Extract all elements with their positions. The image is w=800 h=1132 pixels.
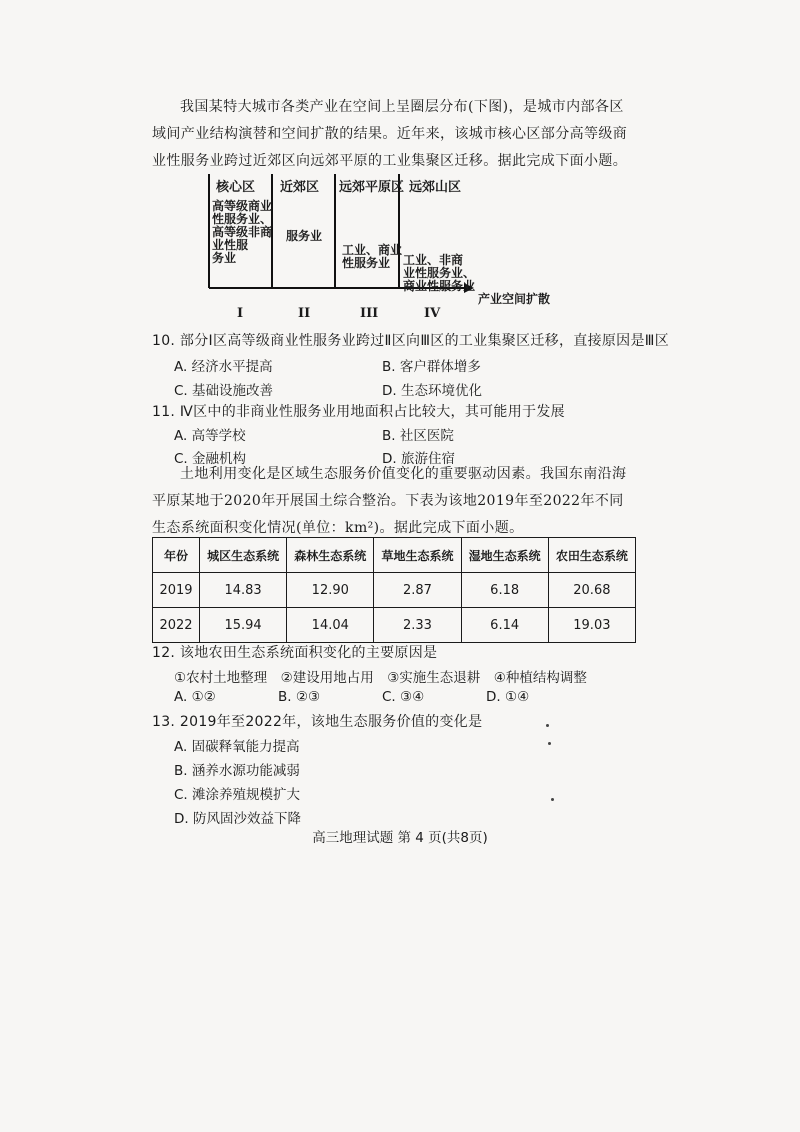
zone-roman-4: IV: [424, 306, 441, 321]
zone-content-outer-plain: 工业、商业 性服务业: [342, 243, 403, 270]
table-header-cell: 城区生态系统: [200, 538, 287, 573]
table-cell: 14.83: [200, 573, 287, 608]
table-cell: 15.94: [200, 608, 287, 643]
question-12-option-a: A. ①②: [174, 689, 216, 705]
question-12-option-d: D. ①④: [486, 689, 530, 705]
table-cell: 6.14: [461, 608, 548, 643]
question-10-option-b: B. 客户群体增多: [382, 359, 481, 375]
table-cell: 12.90: [287, 573, 374, 608]
question-13-option-c: C. 滩涂养殖规模扩大: [174, 787, 301, 803]
zone-title-core: 核心区: [216, 180, 256, 195]
page-footer: 高三地理试题 第 4 页(共8页): [312, 830, 488, 846]
table-cell: 14.04: [287, 608, 374, 643]
table-header-cell: 森林生态系统: [287, 538, 374, 573]
table-cell: 2.33: [374, 608, 461, 643]
zone-title-outer-plain: 远郊平原区: [339, 180, 405, 195]
industry-zone-diagram: [206, 172, 576, 322]
zone-content-core: 高等级商业 性服务业、 高等级非商 业性服 务业: [212, 199, 273, 265]
table-cell: 2.87: [374, 573, 461, 608]
zone-roman-2: II: [298, 306, 311, 321]
table-cell: 2019: [153, 573, 200, 608]
question-10-option-a: A. 经济水平提高: [174, 359, 273, 375]
zone-title-outer-mountain: 远郊山区: [409, 180, 462, 195]
question-13-stem: 13. 2019年至2022年，该地生态服务价值的变化是: [152, 714, 483, 730]
question-11-stem: 11. Ⅳ区中的非商业性服务业用地面积占比较大，其可能用于发展: [152, 404, 565, 420]
zone-roman-1: I: [237, 306, 244, 321]
table-row: [153, 608, 636, 643]
ecosystem-area-table: [152, 537, 636, 643]
question-12-items: ①农村土地整理 ②建设用地占用 ③实施生态退耕 ④种植结构调整: [174, 670, 587, 686]
axis-label: 产业空间扩散: [478, 292, 551, 306]
scan-speck: [551, 798, 554, 801]
table-cell: 2022: [153, 608, 200, 643]
question-13-option-a: A. 固碳释氧能力提高: [174, 739, 300, 755]
question-11-option-a: A. 高等学校: [174, 428, 246, 444]
intro-paragraph-2: 土地利用变化是区域生态服务价值变化的重要驱动因素。我国东南沿海平原某地于2020年开展国土综合整治。下表为该地2019年至2022年不同生态系统面积变化情况(单位：km²)。据此完成下面小题。: [152, 466, 627, 536]
question-13-option-b: B. 涵养水源功能减弱: [174, 763, 300, 779]
question-11-option-c: C. 金融机构: [174, 451, 247, 467]
question-12-option-c: C. ③④: [382, 689, 425, 705]
question-10-option-d: D. 生态环境优化: [382, 383, 482, 399]
table-header-row: [153, 538, 636, 573]
table-row: [153, 573, 636, 608]
question-10-stem: 10. 部分Ⅰ区高等级商业性服务业跨过Ⅱ区向Ⅲ区的工业集聚区迁移，直接原因是Ⅲ区: [152, 333, 670, 349]
question-12-option-b: B. ②③: [278, 689, 321, 705]
table-cell: 6.18: [461, 573, 548, 608]
zone-content-outer-mountain: 工业、非商 业性服务业、 商业性服务业: [403, 253, 476, 293]
table-header-cell: 农田生态系统: [548, 538, 635, 573]
scan-speck: [548, 742, 551, 745]
zone-content-inner-suburb: 服务业: [286, 229, 323, 243]
table-cell: 19.03: [548, 608, 635, 643]
question-10-option-c: C. 基础设施改善: [174, 383, 274, 399]
scan-speck: [546, 724, 549, 727]
zone-roman-3: III: [360, 306, 379, 321]
table-cell: 20.68: [548, 573, 635, 608]
table-header-cell: 湿地生态系统: [461, 538, 548, 573]
question-12-stem: 12. 该地农田生态系统面积变化的主要原因是: [152, 645, 438, 661]
question-13-option-d: D. 防风固沙效益下降: [174, 811, 301, 827]
zone-title-inner-suburb: 近郊区: [280, 180, 320, 195]
question-11-option-b: B. 社区医院: [382, 428, 454, 444]
intro-paragraph-1: 我国某特大城市各类产业在空间上呈圈层分布(下图)，是城市内部各区域间产业结构演替和空间扩散的结果。近年来，该城市核心区部分高等级商业性服务业跨过近郊区向远郊平原的工业集聚区迁移。据此完成下面小题。: [152, 99, 628, 169]
table-header-cell: 年份: [153, 538, 200, 573]
question-11-option-d: D. 旅游住宿: [382, 451, 455, 467]
table-header-cell: 草地生态系统: [374, 538, 461, 573]
